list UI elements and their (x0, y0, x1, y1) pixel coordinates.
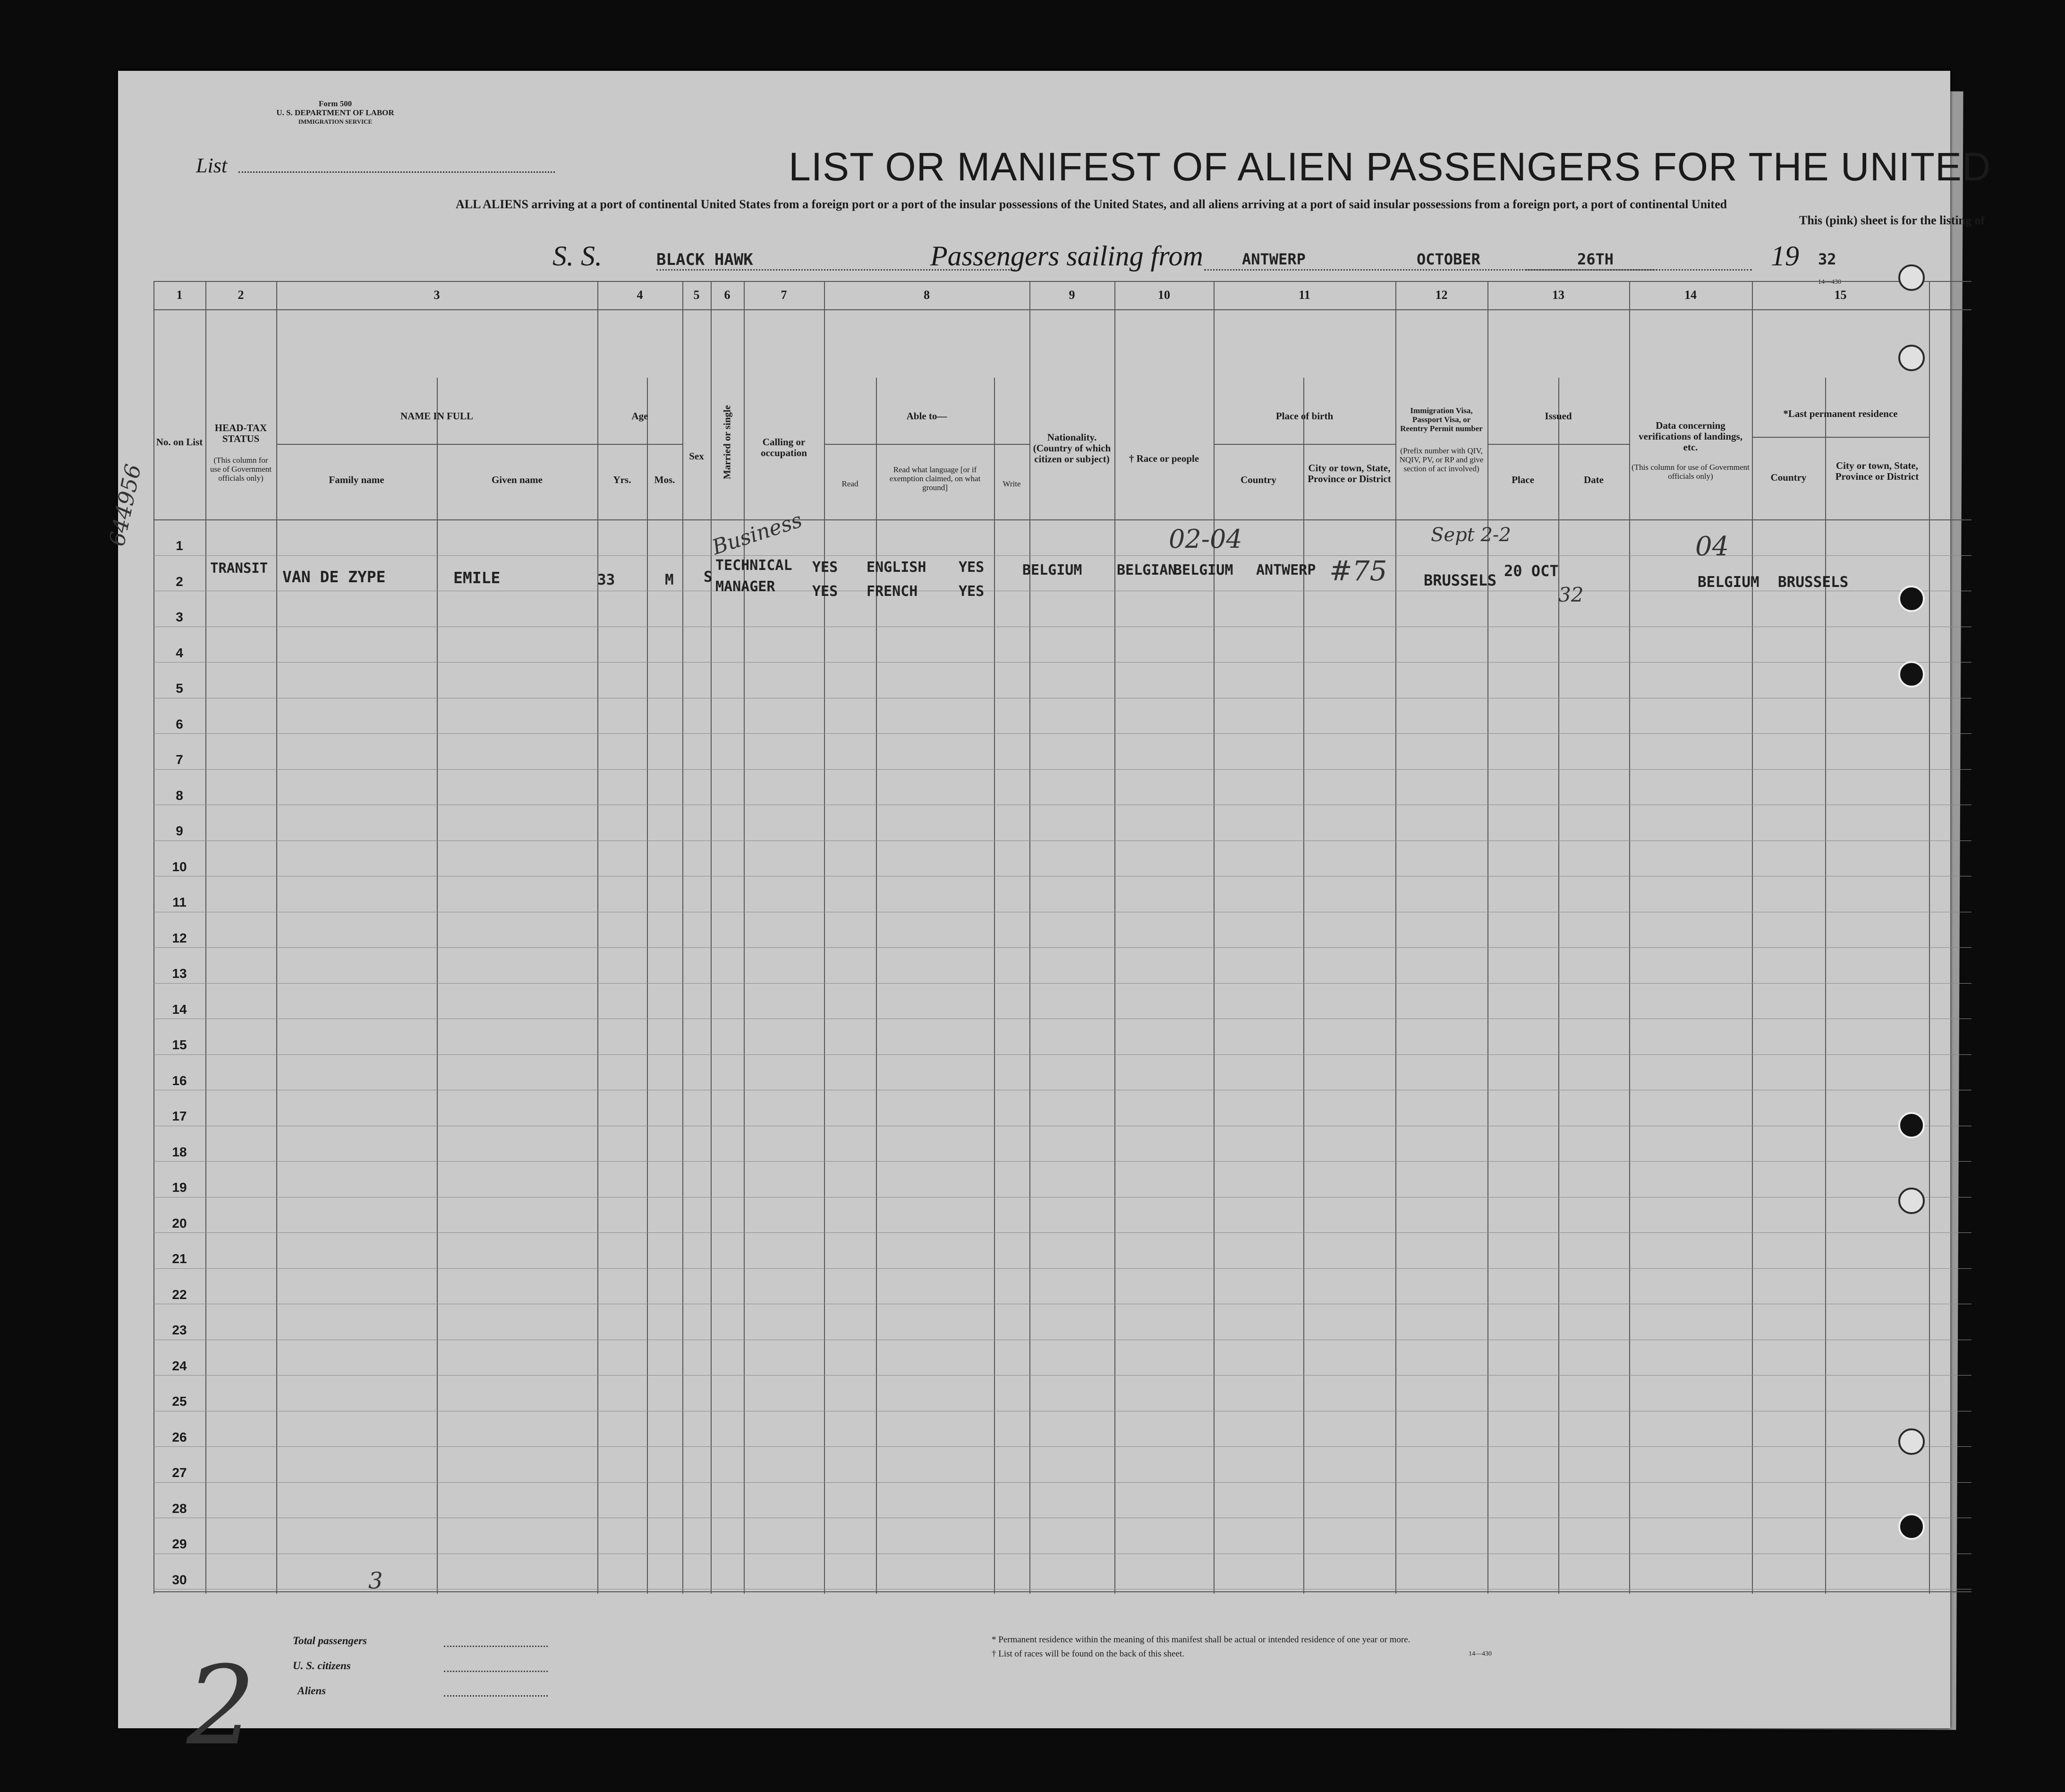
write-value-2: YES (959, 583, 985, 600)
row-number: 22 (172, 1287, 187, 1302)
header-head-tax-status: HEAD-TAX STATUS (214, 422, 267, 444)
binder-hole (1898, 1513, 1925, 1540)
issued-place-value: BRUSSELS (1424, 571, 1497, 589)
col-num-3: 3 (433, 288, 440, 302)
header-no-on-list: No. on List (156, 436, 203, 448)
row-number: 3 (176, 610, 183, 624)
row-number: 7 (176, 752, 183, 767)
us-citizens-field[interactable] (444, 1671, 548, 1672)
col-num-7: 7 (781, 288, 787, 302)
header-read: Read (841, 479, 858, 488)
form-code: 14—430 (1818, 279, 1841, 286)
row-number: 10 (172, 859, 187, 874)
row-number: 8 (176, 788, 183, 803)
year-prefix: 19 (1771, 240, 1799, 272)
col-num-6: 6 (724, 288, 731, 302)
header-issued-place: Place (1512, 474, 1534, 485)
header-data-note: (This column for use of Government officials only) (1632, 463, 1750, 481)
manifest-sheet (104, 71, 1991, 1769)
row-number: 13 (172, 966, 187, 981)
header-calling: Calling or occupation (760, 436, 807, 459)
binder-hole (1898, 264, 1925, 291)
birth-country-value: BELGIUM (1173, 562, 1233, 578)
col-num-14: 14 (1684, 288, 1697, 302)
year-suffix: 32 (1818, 250, 1836, 268)
row-number: 14 (172, 1002, 187, 1017)
list-label: List (196, 154, 228, 177)
row-number: 24 (172, 1358, 187, 1373)
header-visa: Immigration Visa, Passport Visa, or Reentry Permit number (1400, 406, 1483, 433)
row-number: 20 (172, 1215, 187, 1231)
header-birth-country: Country (1241, 474, 1276, 485)
row-number: 1 (176, 538, 183, 553)
ship-name: BLACK HAWK (656, 250, 753, 269)
header-head-tax-note: (This column for use of Government officials only) (210, 456, 272, 483)
page-title: LIST OR MANIFEST OF ALIEN PASSENGERS FOR THE UNITED (789, 144, 1991, 189)
head-tax-value: TRANSIT (210, 560, 268, 576)
list-number-field[interactable] (238, 171, 555, 173)
marital-value: S (704, 569, 713, 586)
row-number: 2 (176, 574, 183, 589)
footer-code: 14—430 (1469, 1650, 1492, 1657)
header-res-country: Country (1770, 472, 1807, 483)
read-value-2: YES (812, 583, 838, 600)
row-number: 15 (172, 1037, 187, 1052)
header-able-to: Able to— (906, 410, 947, 422)
col-num-10: 10 (1158, 288, 1170, 302)
family-name-value: VAN DE ZYPE (282, 568, 386, 586)
issued-date-value: 20 OCT (1504, 562, 1559, 580)
row-number: 9 (176, 824, 183, 838)
code-annotation-1: 02-04 (1169, 524, 1242, 554)
row-number: 4 (176, 645, 183, 660)
language-1: ENGLISH (867, 559, 926, 576)
header-mos: Mos. (654, 474, 675, 485)
sailing-day: 26TH (1577, 250, 1614, 268)
binder-hole (1898, 1428, 1925, 1455)
row-number: 12 (172, 930, 187, 945)
header-family-name: Family name (329, 474, 384, 485)
row-number: 11 (172, 895, 187, 909)
header-given-name: Given name (492, 474, 543, 485)
subtitle-line-1: ALL ALIENS arriving at a port of continental United States from a foreign port or a port of the insular possessions of the United States, and all aliens arriving at a port of said insular possessions from a foreign port, a port of continental United (456, 197, 1727, 211)
col-num-8: 8 (924, 288, 930, 302)
row-number: 5 (176, 681, 183, 696)
header-nationality: Nationality. (Country of which citizen or subject) (1033, 432, 1111, 465)
row-number: 16 (172, 1073, 187, 1088)
sailing-label: Passengers sailing from (930, 240, 1203, 272)
table-row (153, 1161, 1972, 1162)
language-2: FRENCH (867, 583, 918, 600)
row-number: 6 (176, 716, 183, 731)
table-row (153, 1054, 1972, 1055)
birth-city-value: ANTWERP (1256, 562, 1316, 578)
us-citizens-label: U. S. citizens (293, 1660, 351, 1672)
header-name-in-full: NAME IN FULL (400, 410, 473, 422)
table-row (153, 769, 1972, 770)
table-row (153, 1375, 1972, 1376)
code-annotation-2: Sept 2-2 (1431, 524, 1511, 546)
row-number: 28 (172, 1501, 187, 1516)
binder-hole (1898, 345, 1925, 371)
col-num-2: 2 (238, 288, 244, 302)
table-row (153, 1446, 1972, 1447)
col-num-15: 15 (1834, 288, 1847, 302)
header-age: Age (631, 410, 648, 422)
table-row (153, 1268, 1972, 1269)
bottom-mark: 2 (187, 1643, 256, 1769)
binder-hole (1898, 1112, 1925, 1138)
footnote-residence: * Permanent residence within the meaning of this manifest shall be actual or intended residence of one year or more. (992, 1635, 1411, 1645)
binder-hole (1898, 586, 1925, 612)
total-passengers-label: Total passengers (293, 1635, 367, 1647)
header-res-city: City or town, State, Province or District (1835, 460, 1919, 482)
given-name-value: EMILE (453, 569, 501, 587)
row-number: 19 (172, 1180, 187, 1195)
table-row (153, 1482, 1972, 1483)
col-num-1: 1 (176, 288, 183, 302)
write-value-1: YES (959, 559, 985, 576)
table-row (153, 1232, 1972, 1233)
header-write: Write (1003, 479, 1021, 488)
row-number: 27 (172, 1465, 187, 1480)
department-name: U. S. DEPARTMENT OF LABOR (276, 108, 394, 117)
header-issued-date: Date (1584, 474, 1604, 485)
col-num-9: 9 (1069, 288, 1075, 302)
business-annotation: Business (709, 508, 805, 560)
footnote-races: † List of races will be found on the back of this sheet. (992, 1649, 1184, 1659)
aliens-field[interactable] (444, 1695, 548, 1697)
header-yrs: Yrs. (613, 474, 631, 485)
col-num-5: 5 (693, 288, 700, 302)
small-mark: 3 (368, 1568, 383, 1594)
res-city-value: BRUSSELS (1778, 574, 1849, 591)
subtitle-line-2: This (pink) sheet is for the listing of (1799, 213, 1985, 227)
header-last-residence: *Last permanent residence (1783, 408, 1898, 419)
row-number: 30 (172, 1572, 187, 1587)
occupation-line-1: TECHNICAL (715, 557, 792, 574)
res-country-value: BELGIUM (1698, 574, 1759, 591)
row-number: 21 (172, 1251, 187, 1266)
header-data-concerning: Data concerning verifications of landings, etc. (1639, 420, 1742, 453)
row-number: 25 (172, 1394, 187, 1409)
table-row (153, 983, 1972, 984)
header-read-language: Read what language [or if exemption claimed, on what ground] (889, 465, 981, 492)
binder-hole (1898, 1188, 1925, 1214)
col-num-11: 11 (1299, 288, 1310, 302)
col-num-4: 4 (637, 288, 643, 302)
table-row (153, 733, 1972, 734)
header-visa-note: (Prefix number with QIV, NQIV, PV, or RP and give section of act involved) (1399, 446, 1484, 473)
manifest-table (153, 281, 1972, 1594)
row-number: 17 (172, 1109, 187, 1123)
form-identifier (257, 99, 413, 126)
row-number: 23 (172, 1323, 187, 1337)
header-married-or-single: Married or single (721, 405, 733, 480)
header-sex: Sex (689, 450, 704, 462)
total-passengers-field[interactable] (444, 1646, 548, 1647)
header-race: † Race or people (1129, 453, 1199, 464)
row-number: 18 (172, 1144, 187, 1159)
race-value: BELGIAN (1117, 562, 1177, 578)
age-yrs-value: 33 (597, 571, 615, 588)
col-num-12: 12 (1435, 288, 1448, 302)
nationality-value: BELGIUM (1022, 562, 1082, 578)
visa-number-value: #75 (1329, 555, 1387, 587)
service-name: IMMIGRATION SERVICE (298, 118, 373, 125)
read-value-1: YES (812, 559, 838, 576)
row-number: 29 (172, 1537, 187, 1551)
row-number: 26 (172, 1429, 187, 1444)
ss-label: S. S. (552, 240, 602, 272)
day-field[interactable] (1525, 269, 1752, 271)
sailing-month: OCTOBER (1417, 250, 1480, 268)
code-annotation-3: 04 (1695, 531, 1729, 562)
header-birth-city: City or town, State, Province or District (1308, 462, 1391, 484)
aliens-label: Aliens (297, 1685, 326, 1697)
header-issued: Issued (1545, 410, 1572, 422)
col-num-13: 13 (1552, 288, 1564, 302)
header-place-of-birth: Place of birth (1275, 410, 1334, 422)
occupation-line-2: MANAGER (715, 578, 775, 595)
side-number-annotation: 644956 (104, 462, 146, 549)
issued-year-value: 32 (1558, 583, 1584, 606)
form-number: Form 500 (318, 99, 352, 108)
port-name: ANTWERP (1242, 250, 1306, 268)
binder-hole (1898, 661, 1925, 688)
table-row (153, 947, 1972, 948)
sex-value: M (665, 571, 674, 588)
